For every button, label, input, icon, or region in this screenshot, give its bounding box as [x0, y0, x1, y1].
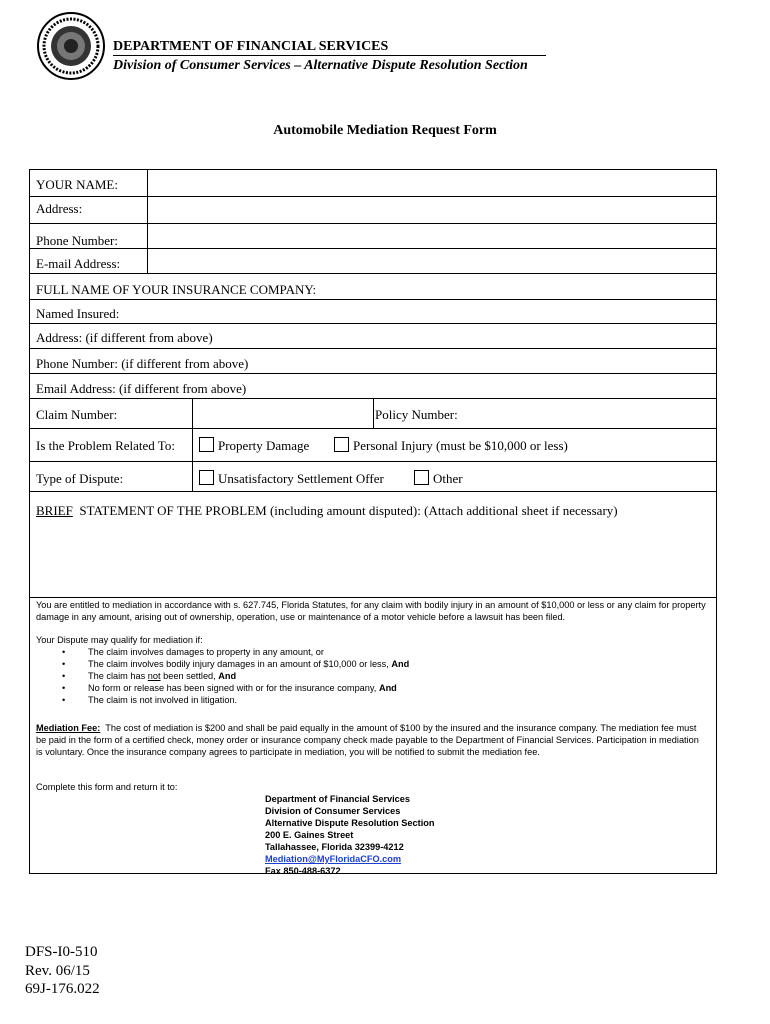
- rule-number: 69J-176.022: [25, 981, 100, 997]
- claim-policy-row: [30, 399, 716, 429]
- email-label: E-mail Address:: [36, 256, 121, 271]
- other-option[interactable]: [414, 470, 463, 487]
- department-heading: DEPARTMENT OF FINANCIAL SERVICES: [113, 38, 546, 56]
- your-name-label: YOUR NAME:: [36, 177, 118, 192]
- other-label: Other: [433, 471, 463, 486]
- address-label: Address:: [36, 201, 83, 216]
- your-name-row: [30, 170, 716, 197]
- fax-number: Fax 850-488-6372: [265, 866, 341, 876]
- email-field[interactable]: [148, 249, 716, 273]
- property-damage-label: Property Damage: [218, 438, 310, 453]
- criteria-item: • The claim involves bodily injury damages in an amount of $10,000 or less, And: [88, 658, 706, 670]
- phone-field[interactable]: [148, 224, 716, 248]
- type-dispute-label: Type of Dispute:: [36, 471, 124, 486]
- problem-related-row: [30, 429, 716, 462]
- insurer-email-row[interactable]: [30, 374, 716, 399]
- phone-label: Phone Number:: [36, 233, 118, 248]
- insurance-company-row[interactable]: [30, 274, 716, 300]
- personal-injury-label: Personal Injury (must be $10,000 or less): [353, 438, 568, 453]
- property-damage-checkbox[interactable]: [199, 437, 214, 452]
- mediation-fee-body: The cost of mediation is $200 and shall be paid equally in the amount of $100 by the insured and the insurance company. The mediation fee must be paid in the form of a certified check, money order or insurance company check made payable to the Department of Financial Services. Participation in mediation is voluntary. Once the insurance company agrees to participate in mediation, you will be notified to submit the mediation fee.: [36, 723, 699, 757]
- address-line: 200 E. Gaines Street: [265, 830, 354, 840]
- address-field[interactable]: [148, 197, 716, 223]
- personal-injury-checkbox[interactable]: [334, 437, 349, 452]
- mediation-fee-text: [36, 722, 706, 758]
- revision-date: Rev. 06/15: [25, 962, 90, 979]
- criteria-list: [36, 646, 706, 706]
- type-dispute-row: [30, 462, 716, 492]
- unsatisfactory-option[interactable]: [199, 470, 384, 487]
- insurance-company-label: FULL NAME OF YOUR INSURANCE COMPANY:: [36, 282, 317, 297]
- division-heading: Division of Consumer Services – Alternative Dispute Resolution Section: [113, 58, 528, 73]
- criteria-item: • The claim involves damages to property in any amount, or: [88, 646, 706, 658]
- email-row: [30, 249, 716, 274]
- form-number: DFS-I0-510: [25, 944, 98, 960]
- insurer-email-label: Email Address: (if different from above): [36, 381, 247, 396]
- your-name-field[interactable]: [148, 170, 716, 196]
- address-line: Division of Consumer Services: [265, 806, 401, 816]
- statement-text: STATEMENT OF THE PROBLEM (including amount disputed): (Attach additional sheet if necessary): [79, 503, 618, 518]
- address-line: Tallahassee, Florida 32399-4212: [265, 842, 404, 852]
- complete-instruction: Complete this form and return it to:: [36, 782, 178, 792]
- qualify-section: [36, 634, 706, 706]
- unsatisfactory-checkbox[interactable]: [199, 470, 214, 485]
- address-line: Alternative Dispute Resolution Section: [265, 818, 435, 828]
- mailing-address: [265, 793, 434, 877]
- form-title: Automobile Mediation Request Form: [273, 123, 497, 138]
- qualify-intro: Your Dispute may qualify for mediation if:: [36, 635, 203, 645]
- claim-number-field[interactable]: [193, 399, 373, 428]
- brief-statement-label: [36, 503, 618, 519]
- entitlement-text: You are entitled to mediation in accordance with s. 627.745, Florida Statutes, for any claim with bodily injury in an amount of $10,000 or less or any claim for property damage in any amount, arising out of ownership, operation, use or maintenance of a motor vehicle before a lawsuit has been filed.: [36, 600, 706, 622]
- insurer-address-label: Address: (if different from above): [36, 330, 213, 345]
- mediation-email-link[interactable]: Mediation@MyFloridaCFO.com: [265, 854, 402, 864]
- insurer-phone-label: Phone Number: (if different from above): [36, 356, 249, 371]
- named-insured-label: Named Insured:: [36, 306, 120, 321]
- mediation-form: [29, 169, 717, 874]
- problem-related-label: Is the Problem Related To:: [36, 438, 175, 453]
- claim-number-label: Claim Number:: [36, 407, 118, 422]
- form-footer: [25, 943, 100, 999]
- brief-word: BRIEF: [36, 503, 73, 518]
- named-insured-row[interactable]: [30, 300, 716, 324]
- address-line: Department of Financial Services: [265, 794, 411, 804]
- criteria-item: • No form or release has been signed with or for the insurance company, And: [88, 682, 706, 694]
- insurer-phone-row[interactable]: [30, 349, 716, 374]
- insurer-address-row[interactable]: [30, 324, 716, 349]
- brief-statement-row[interactable]: [30, 492, 716, 598]
- criteria-item: • The claim is not involved in litigation.: [88, 694, 706, 706]
- other-checkbox[interactable]: [414, 470, 429, 485]
- criteria-item: • The claim has not been settled, And: [88, 670, 706, 682]
- phone-row: [30, 224, 716, 249]
- florida-cfo-seal: [37, 12, 105, 80]
- policy-number-label: Policy Number:: [375, 407, 458, 422]
- property-damage-option[interactable]: [199, 437, 309, 454]
- mediation-fee-label: Mediation Fee:: [36, 723, 101, 733]
- address-row: [30, 197, 716, 224]
- personal-injury-option[interactable]: [334, 437, 568, 454]
- unsatisfactory-label: Unsatisfactory Settlement Offer: [218, 471, 384, 486]
